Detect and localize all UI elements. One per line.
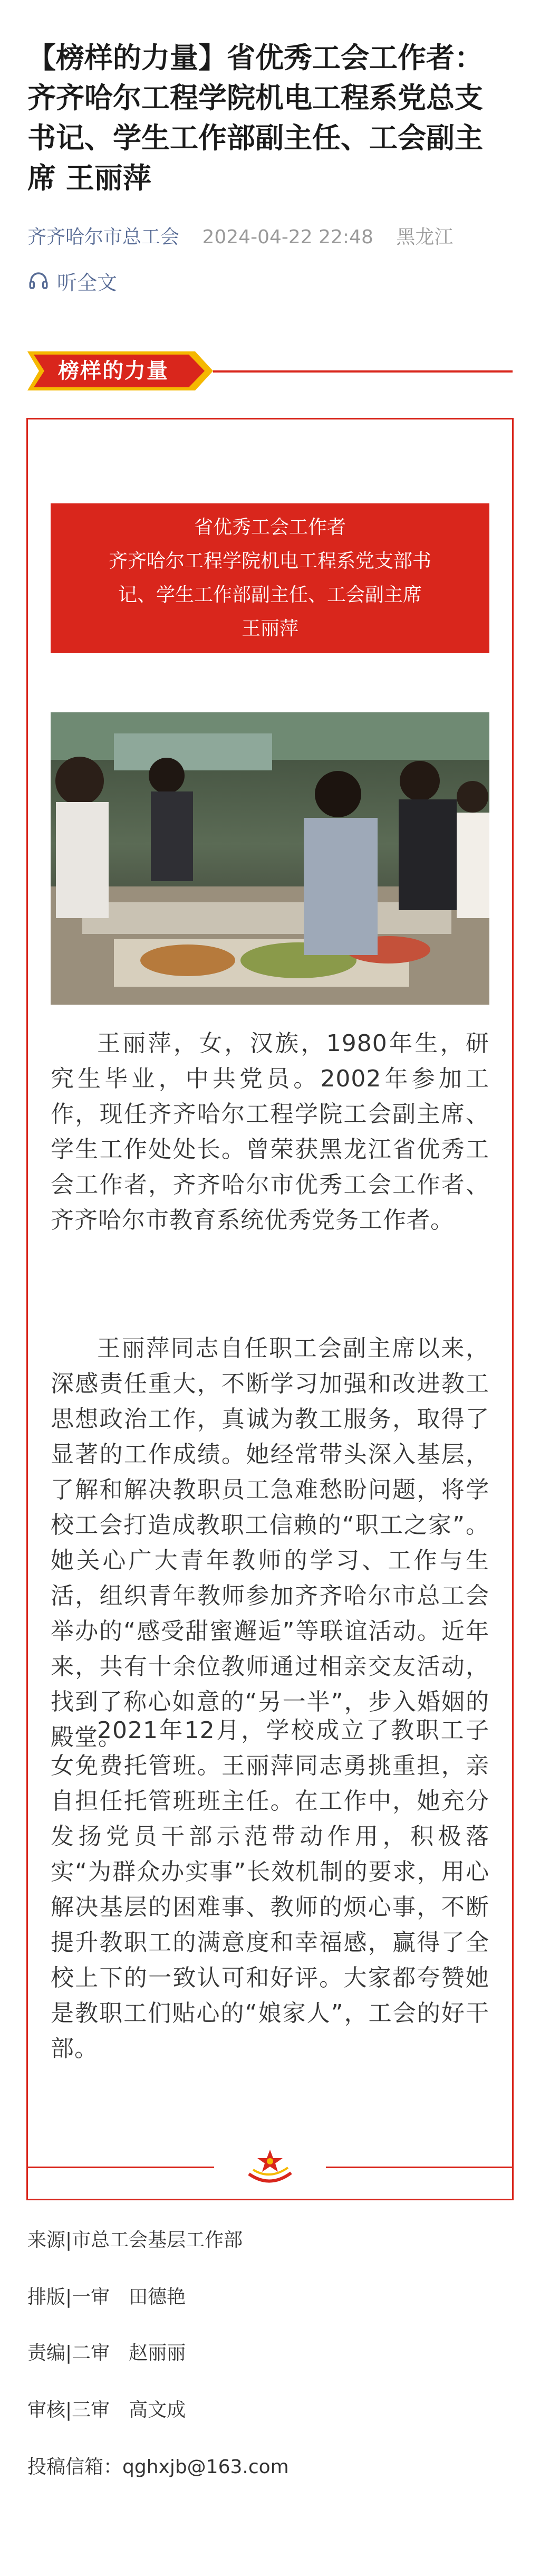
- honor-line-position-2: 记、学生工作部副主任、工会副主席: [118, 584, 422, 606]
- headphones-icon: [27, 270, 50, 292]
- account-name-link[interactable]: 齐齐哈尔市总工会: [27, 226, 180, 248]
- footer-divider: [26, 2146, 514, 2189]
- divider-line-left: [26, 2167, 214, 2168]
- footer-email: 投稿信箱：qghxjb@163.com: [27, 2456, 289, 2478]
- listen-button[interactable]: [27, 266, 117, 295]
- publish-time: 2024-04-22 22:48: [202, 226, 373, 248]
- listen-label: 听全文: [57, 271, 118, 294]
- party-emblem-icon: [238, 2146, 302, 2189]
- divider-line-right: [326, 2167, 514, 2168]
- paragraph-childcare: 2021年12月，学校成立了教职工子女免费托管班。王丽萍同志勇挑重担，亲自担任托管班班主任。在工作中，她充分发扬党员干部示范带动作用，积极落实“为群众办实事”长效机制的要求，用心解决基层的困难事、教师的烦心事，不断提升教职工的满意度和幸福感，赢得了全校上下的一致认可和好评。大家都夸赞她是教职工们贴心的“娘家人”，工会的好干部。: [51, 1717, 489, 2062]
- section-tag: [27, 351, 213, 390]
- paragraph-work: 王丽萍同志自任职工会副主席以来，深感责任重大，不断学习加强和改进教工思想政治工作，真诚为教工服务，取得了显著的工作成绩。她经常带头深入基层，了解和解决教职员工急难愁盼问题，将学校工会打造成教职工信赖的“职工之家”。她关心广大青年教师的学习、工作与生活，组织青年教师参加齐齐哈尔市总工会举办的“感受甜蜜邂逅”等联谊活动。近年来，共有十余位教师通过相亲交友活动，找到了称心如意的“另一半”，步入婚姻的殿堂。: [51, 1335, 489, 1751]
- article-photo[interactable]: [51, 712, 489, 1005]
- paragraph-biography: 王丽萍，女，汉族，1980年生，研究生毕业，中共党员。2002年参加工作，现任齐齐哈尔工程学院工会副主席、学生工作处处长。曾荣获黑龙江省优秀工会工作者，齐齐哈尔市优秀工会工作者、齐齐哈尔市教育系统优秀党务工作者。: [51, 1030, 489, 1234]
- article-title: 【榜样的力量】省优秀工会工作者：齐齐哈尔工程学院机电工程系党总支书记、学生工作部副主任、工会副主席 王丽萍: [27, 41, 483, 195]
- publish-region: 黑龙江: [396, 226, 454, 248]
- footer-review-3: 审核|三审 高文成: [27, 2399, 186, 2421]
- section-tag-label: 榜样的力量: [58, 359, 169, 383]
- honor-line-name: 王丽萍: [241, 618, 298, 640]
- article-meta: [27, 225, 513, 250]
- footer-review-2: 责编|二审 赵丽丽: [27, 2342, 186, 2364]
- footer-review-1: 排版|一审 田德艳: [27, 2286, 186, 2308]
- footer-source: 来源|市总工会基层工作部: [27, 2229, 243, 2251]
- photo-image: [51, 712, 489, 1005]
- honor-title-box: [51, 503, 489, 653]
- honor-line-award: 省优秀工会工作者: [194, 517, 346, 538]
- section-tag-divider: [213, 370, 513, 373]
- honor-line-position-1: 齐齐哈尔工程学院机电工程系党支部书: [108, 550, 431, 572]
